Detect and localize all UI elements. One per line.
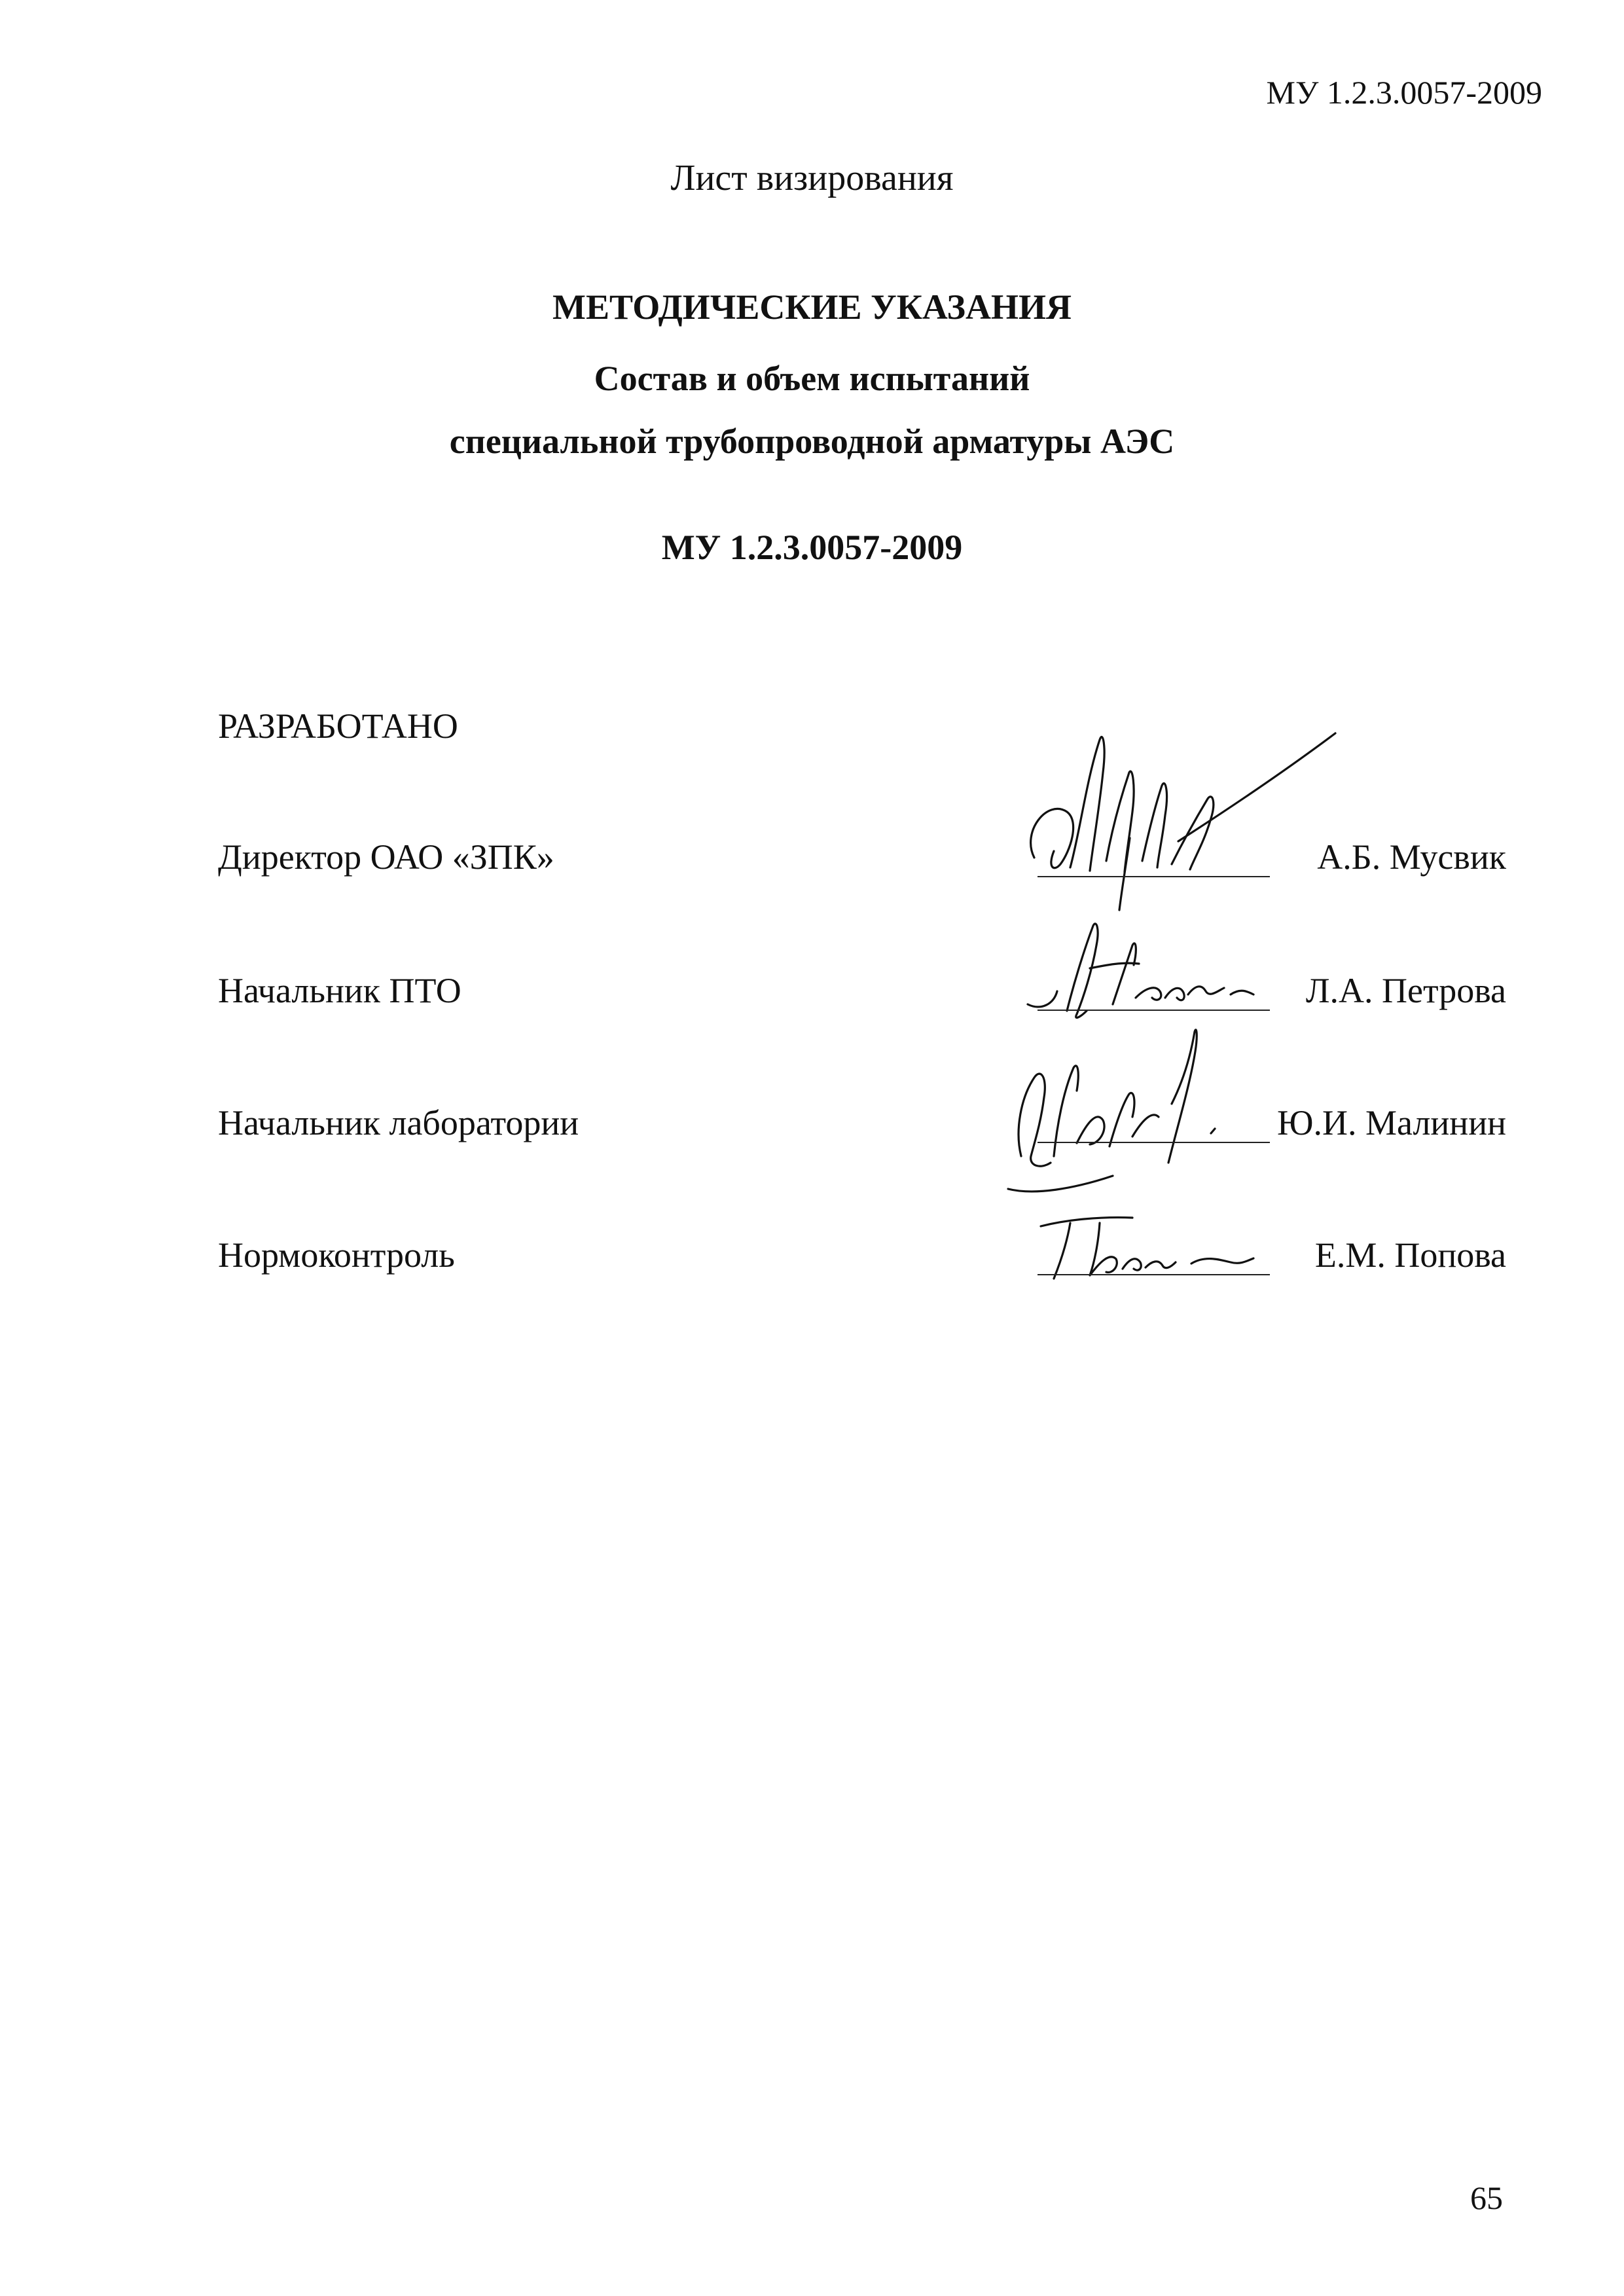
signatory-name: Е.М. Попова <box>1314 1235 1506 1275</box>
signatory-row <box>0 945 1624 1024</box>
developed-label: РАЗРАБОТАНО <box>218 706 458 746</box>
document-code-title: МУ 1.2.3.0057-2009 <box>661 528 963 567</box>
handwritten-signature <box>982 1006 1257 1202</box>
signatory-name: Ю.И. Малинин <box>1277 1103 1506 1142</box>
signatory-row <box>0 812 1624 890</box>
sheet-title: Лист визирования <box>670 158 954 198</box>
signature-line <box>1038 876 1270 877</box>
signature-line <box>1038 1274 1270 1275</box>
signatory-position: Начальник ПТО <box>218 971 461 1010</box>
document-type-heading: МЕТОДИЧЕСКИЕ УКАЗАНИЯ <box>552 287 1072 327</box>
signatory-name: А.Б. Мусвик <box>1317 837 1506 877</box>
signatory-position: Начальник лаборатории <box>218 1103 579 1142</box>
page-number: 65 <box>1470 2179 1503 2216</box>
signatory-row <box>0 1210 1624 1288</box>
handwritten-signature <box>1008 701 1401 910</box>
document-subject-line-1: Состав и объем испытаний <box>594 359 1030 398</box>
signatory-position: Директор ОАО «ЗПК» <box>218 837 554 877</box>
document-subject-line-2: специальной трубопроводной арматуры АЭС <box>449 422 1175 461</box>
signatory-row <box>0 1078 1624 1156</box>
handwritten-signature <box>1021 1190 1296 1295</box>
document-code-header: МУ 1.2.3.0057-2009 <box>1266 74 1542 111</box>
signatory-name: Л.А. Петрова <box>1305 971 1506 1010</box>
signature-line <box>1038 1142 1270 1143</box>
signatory-position: Нормоконтроль <box>218 1235 455 1275</box>
